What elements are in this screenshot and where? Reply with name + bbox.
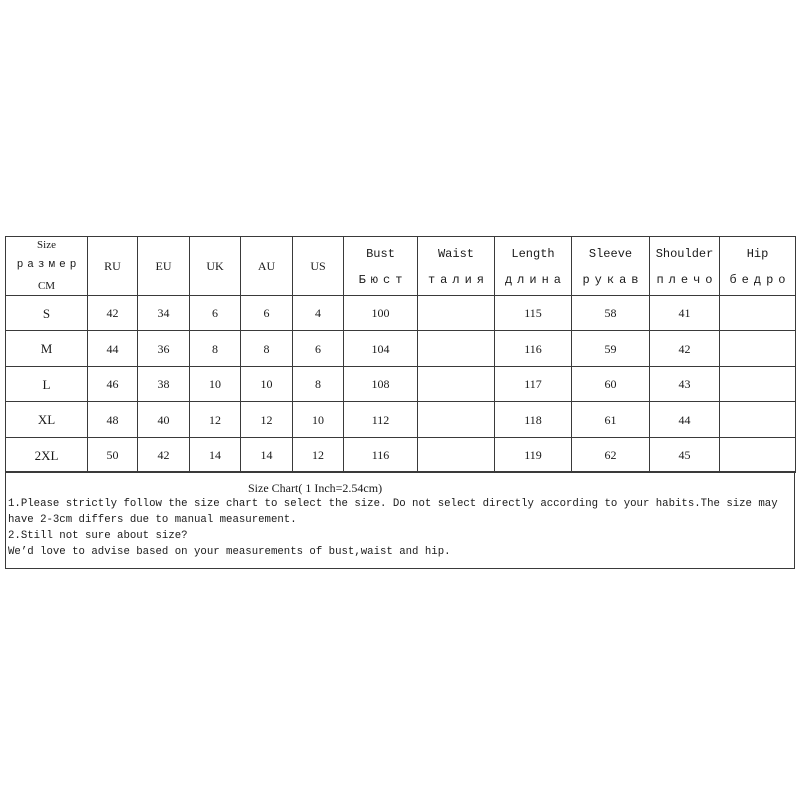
header-row (6, 237, 796, 296)
cell-xl-eu: 40 (138, 402, 190, 438)
header-hip-label: Hip (746, 247, 769, 262)
cell-s-sleeve: 58 (572, 296, 650, 331)
cell-s-hip (720, 296, 796, 331)
cell-m-hip (720, 331, 796, 367)
cell-xl-shoulder: 44 (650, 402, 720, 438)
header-length-label-ru: длина (504, 272, 566, 287)
note-title: Size Chart( 1 Inch=2.54cm) (248, 481, 383, 495)
cell-l-au: 10 (241, 367, 293, 402)
header-us (293, 237, 344, 296)
header-length-label: Length (511, 247, 555, 262)
cell-xl-us: 10 (293, 402, 344, 438)
cell-l-sleeve: 60 (572, 367, 650, 402)
size-row-s (6, 296, 796, 331)
cell-l-waist (418, 367, 495, 402)
cell-2xl-waist (418, 438, 495, 473)
cell-s-bust: 100 (344, 296, 418, 331)
header-uk (190, 237, 241, 296)
header-shoulder-label: Shoulder (655, 247, 714, 262)
cell-xl-bust: 112 (344, 402, 418, 438)
header-eu (138, 237, 190, 296)
cell-s-waist (418, 296, 495, 331)
cell-m-length: 116 (495, 331, 572, 367)
cell-l-us: 8 (293, 367, 344, 402)
cell-l-eu: 38 (138, 367, 190, 402)
header-size (6, 237, 88, 296)
header-waist-label: Waist (437, 247, 474, 262)
cell-xl-au: 12 (241, 402, 293, 438)
cell-2xl-sleeve: 62 (572, 438, 650, 473)
cell-l-ru: 46 (88, 367, 138, 402)
cell-m-waist (418, 331, 495, 367)
note-item-2: 2.Still not sure about size? (8, 530, 188, 542)
cell-2xl-ru: 50 (88, 438, 138, 473)
header-uk-label: UK (206, 259, 224, 273)
cell-m-ru: 44 (88, 331, 138, 367)
header-waist (418, 237, 495, 296)
size-row-l (6, 367, 796, 402)
size-row-xl (6, 402, 796, 438)
cell-l-shoulder: 43 (650, 367, 720, 402)
size-note (5, 471, 795, 569)
cell-l-length: 117 (495, 367, 572, 402)
cell-xl-uk: 12 (190, 402, 241, 438)
cell-s-us: 4 (293, 296, 344, 331)
cell-s-ru: 42 (88, 296, 138, 331)
note-item-1-line-1: 1.Please strictly follow the size chart to select the size. Do not select directly according to your habits.The size may (8, 498, 778, 510)
header-au-label: AU (257, 259, 276, 273)
header-shoulder-label-ru: плечо (656, 272, 718, 287)
size-chart-table (5, 236, 796, 473)
cell-xl-waist (418, 402, 495, 438)
cell-s-size: S (6, 296, 88, 331)
cell-m-shoulder: 42 (650, 331, 720, 367)
cell-l-uk: 10 (190, 367, 241, 402)
header-hip (720, 237, 796, 296)
header-hip-label-ru: бедро (729, 272, 791, 287)
cell-m-au: 8 (241, 331, 293, 367)
cell-s-length: 115 (495, 296, 572, 331)
header-sleeve (572, 237, 650, 296)
header-eu-label: EU (155, 259, 172, 273)
cell-m-bust: 104 (344, 331, 418, 367)
header-size-label: Size (37, 238, 56, 251)
header-size-unit: CM (37, 279, 56, 292)
header-bust-label: Bust (366, 247, 395, 262)
header-bust-label-ru: Бюст (358, 272, 408, 287)
cell-2xl-shoulder: 45 (650, 438, 720, 473)
cell-m-sleeve: 59 (572, 331, 650, 367)
cell-xl-ru: 48 (88, 402, 138, 438)
cell-m-uk: 8 (190, 331, 241, 367)
cell-2xl-au: 14 (241, 438, 293, 473)
cell-xl-hip (720, 402, 796, 438)
header-sleeve-label: Sleeve (588, 247, 633, 262)
cell-l-size: L (6, 367, 88, 402)
cell-l-bust: 108 (344, 367, 418, 402)
header-bust (344, 237, 418, 296)
header-shoulder (650, 237, 720, 296)
cell-2xl-hip (720, 438, 796, 473)
cell-xl-length: 118 (495, 402, 572, 438)
cell-2xl-bust: 116 (344, 438, 418, 473)
header-waist-label-ru: талия (427, 272, 489, 287)
cell-m-size: M (6, 331, 88, 367)
cell-2xl-length: 119 (495, 438, 572, 473)
header-size-label-ru: размер (16, 259, 81, 271)
cell-m-us: 6 (293, 331, 344, 367)
size-row-2xl (6, 438, 796, 473)
cell-xl-size: XL (6, 402, 88, 438)
note-item-1-line-2: have 2-3cm differs due to manual measurement. (8, 514, 297, 526)
note-item-3: We’d love to advise based on your measurements of bust,waist and hip. (8, 546, 451, 558)
header-us-label: US (310, 259, 326, 273)
cell-2xl-size: 2XL (6, 438, 88, 473)
header-au (241, 237, 293, 296)
cell-s-uk: 6 (190, 296, 241, 331)
cell-2xl-uk: 14 (190, 438, 241, 473)
size-row-m (6, 331, 796, 367)
cell-s-eu: 34 (138, 296, 190, 331)
header-ru-label: RU (104, 259, 121, 273)
header-length (495, 237, 572, 296)
cell-2xl-eu: 42 (138, 438, 190, 473)
cell-l-hip (720, 367, 796, 402)
cell-m-eu: 36 (138, 331, 190, 367)
cell-s-au: 6 (241, 296, 293, 331)
cell-s-shoulder: 41 (650, 296, 720, 331)
cell-xl-sleeve: 61 (572, 402, 650, 438)
cell-2xl-us: 12 (293, 438, 344, 473)
header-sleeve-label-ru: рукав (582, 272, 644, 287)
header-ru (88, 237, 138, 296)
